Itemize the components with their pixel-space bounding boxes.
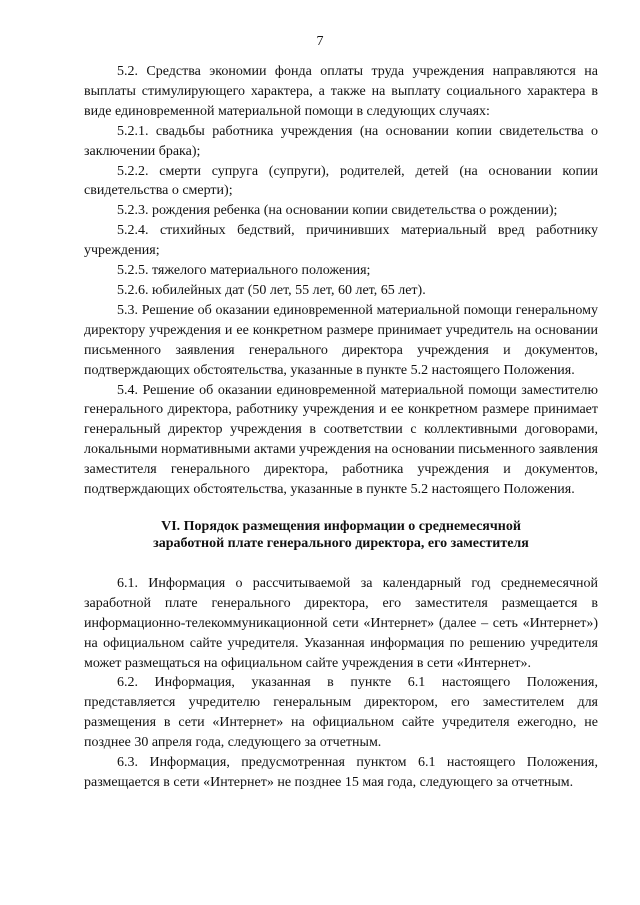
paragraph-5-2-4: 5.2.4. стихийных бедствий, причинивших материальный вред работнику учреждения; [84, 223, 598, 259]
paragraph-5-2-5: 5.2.5. тяжелого материального положения; [117, 263, 371, 279]
paragraph-5-4: 5.4. Решение об оказании единовременной материальной помощи заместителю генерального директора, работнику учреждения и ее конкретном размере принимает генеральный директор учреждения в соответствии с коллективными договорами, локальными нормативными актами учреждения на основании письменного заявления заместителя генерального директора, работника учреждения и документов, подтверждающих обстоятельства, указанные в пункте 5.2 настоящего Положения. [84, 382, 598, 498]
page-number: 7 [316, 34, 324, 49]
paragraph-5-2: 5.2. Средства экономии фонда оплаты труда учреждения направляются на выплаты стимулирующего характера, а также на выплату социального характера в виде единовременной материальной помощи в следующих случаях: [84, 64, 598, 119]
paragraph-5-3: 5.3. Решение об оказании единовременной материальной помощи генеральному директору учреждения и ее конкретном размере принимает учредитель на основании письменного заявления генерального директора учреждения и документов, подтверждающих обстоятельства, указанные в пункте 5.2 настоящего Положения. [84, 302, 598, 378]
section-heading-line-2: заработной плате генерального директора, его заместителя [153, 535, 529, 551]
paragraph-6-1: 6.1. Информация о рассчитываемой за календарный год среднемесячной заработной плате генерального директора, его заместителя размещается в информационно-телекоммуникационной сети «Интернет» (далее – сеть «Интернет») на официальном сайте учредителя. Указанная информация по решению учредителя может размещаться на официальном сайте учреждения в сети «Интернет». [84, 575, 598, 671]
section-heading-line-1: VI. Порядок размещения информации о среднемесячной [161, 518, 521, 534]
paragraph-6-2: 6.2. Информация, указанная в пункте 6.1 настоящего Положения, представляется учредителю генеральным директором, его заместителем для размещения в сети «Интернет» на официальном сайте учредителя ежегодно, не позднее 30 апреля года, следующего за отчетным. [84, 675, 598, 751]
paragraph-5-2-3: 5.2.3. рождения ребенка (на основании копии свидетельства о рождении); [117, 203, 558, 219]
paragraph-5-2-2: 5.2.2. смерти супруга (супруги), родителей, детей (на основании копии свидетельства о смерти); [84, 163, 598, 199]
paragraph-6-3: 6.3. Информация, предусмотренная пунктом 6.1 настоящего Положения, размещается в сети «Интернет» не позднее 15 мая года, следующего за отчетным. [84, 755, 598, 790]
section-heading [84, 518, 598, 552]
document-body [84, 62, 598, 793]
paragraph-5-2-1: 5.2.1. свадьбы работника учреждения (на основании копии свидетельства о заключении брака); [84, 123, 598, 159]
paragraph-5-2-6: 5.2.6. юбилейных дат (50 лет, 55 лет, 60 лет, 65 лет). [117, 282, 426, 298]
